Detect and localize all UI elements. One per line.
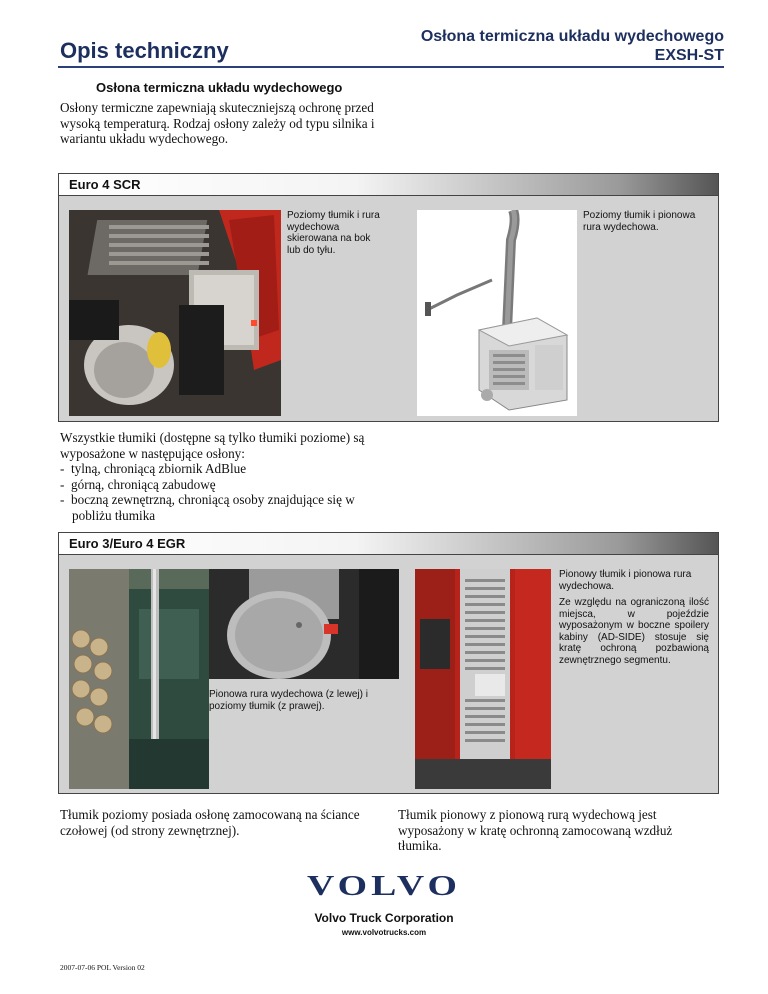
volvo-logo: VOLVO	[307, 871, 461, 902]
page-title: Opis techniczny	[60, 38, 229, 63]
shield-list	[60, 430, 390, 523]
intro-paragraph: Osłony termiczne zapewniają skuteczniejszą ochronę przed wysoką temperaturą. Rodzaj osłony zależy od typu silnika i wariantu układu wydechowego.	[60, 100, 375, 146]
document-title: Osłona termiczna układu wydechowego	[420, 28, 724, 45]
document-code: EXSH-ST	[654, 47, 724, 64]
company-url[interactable]: www.volvotrucks.com	[341, 928, 427, 937]
header-divider	[58, 66, 724, 68]
caption-horizontal-muffler: Poziomy tłumik i rura wydechowa skierowana na bok lub do tyłu.	[287, 210, 380, 256]
caption-vertical-pipe-horizontal-muffler: Pionowa rura wydechowa (z lewej) i poziomy tłumik (z prawej).	[209, 689, 368, 712]
photo-timber-truck	[69, 569, 209, 789]
panel-euro4-scr	[58, 173, 719, 422]
panel-euro3-euro4-egr	[58, 532, 719, 794]
panel-euro4-scr-title: Euro 4 SCR	[59, 174, 718, 196]
list-item: - boczną zewnętrzną, chroniącą osoby znajdujące się w pobliżu tłumika	[60, 492, 355, 523]
caption-horizontal-muffler-vertical-pipe: Poziomy tłumik i pionowa rura wydechowa.	[583, 210, 696, 233]
list-item: - tylną, chroniącą zbiornik AdBlue	[60, 461, 247, 476]
shield-list-intro: Wszystkie tłumiki (dostępne są tylko tłumiki poziome) są wyposażone w następujące osłony:	[60, 430, 365, 461]
version-code: 2007-07-06 POL Version 02	[60, 963, 145, 972]
timber-truck-illustration	[69, 569, 209, 789]
panel-euro3-euro4-egr-title: Euro 3/Euro 4 EGR	[59, 533, 718, 555]
photo-horizontal-muffler	[69, 210, 281, 416]
muffler-render-illustration	[417, 210, 577, 416]
muffler-can-illustration	[209, 569, 399, 679]
section-heading: Osłona termiczna układu wydechowego	[96, 80, 343, 95]
caption-vertical-muffler: Pionowy tłumik i pionowa rura wydechowa.	[559, 569, 692, 592]
photo-muffler-can	[209, 569, 399, 679]
horizontal-muffler-note: Tłumik poziomy posiada osłonę zamocowaną na ściance czołowej (od strony zewnętrznej).	[60, 807, 360, 838]
vertical-muffler-illustration	[415, 569, 551, 789]
document-title-block	[421, 27, 724, 65]
vertical-muffler-note: Tłumik pionowy z pionową rurą wydechową jest wyposażony w kratę ochronną zamocowaną wzdłuż tłumika.	[398, 807, 673, 853]
company-name: Volvo Truck Corporation	[314, 911, 454, 925]
truck-chassis-illustration	[69, 210, 281, 416]
list-item: - górną, chroniącą zabudowę	[60, 476, 216, 492]
photo-horizontal-muffler-vertical-pipe	[417, 210, 577, 416]
caption-ad-side-grille: Ze względu na ograniczoną ilość miejsca, w pojeździe wyposażonym w boczne spoilery kabiny (AD-SIDE) stosuje się kratę ochroną pozbawioną zewnętrznego segmentu.	[559, 597, 709, 666]
photo-vertical-muffler	[415, 569, 551, 789]
